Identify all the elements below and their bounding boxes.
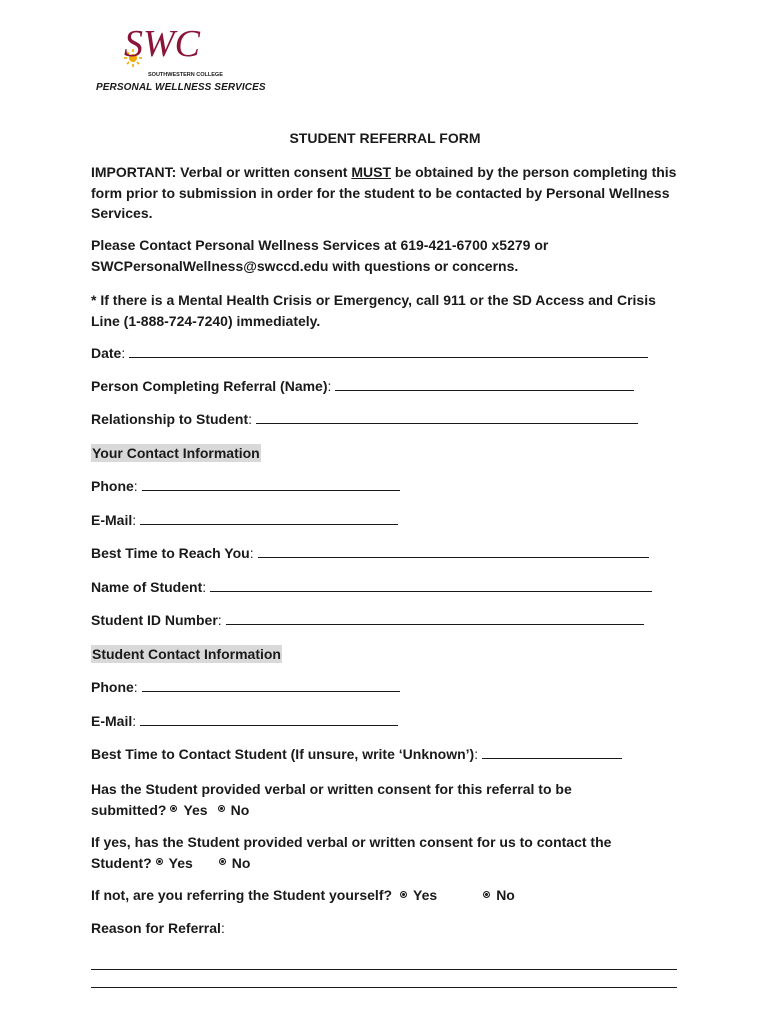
- form-title: STUDENT REFERRAL FORM: [289, 130, 481, 146]
- radio-icon[interactable]: [219, 858, 226, 865]
- consent-referral-question: Has the Student provided verbal or written consent for this referral to be submitted? Yes No: [91, 781, 572, 818]
- consent-contact-question: If yes, has the Student provided verbal or written consent for us to contact the Student? Yes No: [91, 834, 612, 871]
- important-note: IMPORTANT: Verbal or written consent MUST be obtained by the person completing this form prior to submission in order for the student to be contacted by Personal Wellness Services.: [91, 164, 677, 221]
- svg-text:SOUTHWESTERN COLLEGE: SOUTHWESTERN COLLEGE: [148, 72, 223, 78]
- radio-icon[interactable]: [156, 858, 163, 865]
- your-contact-heading: Your Contact Information: [92, 445, 260, 461]
- svg-text:SWC: SWC: [124, 23, 200, 65]
- crisis-note: * If there is a Mental Health Crisis or Emergency, call 911 or the SD Access and Crisis Line (1-888-724-7240) immediately.: [91, 292, 656, 329]
- radio-icon[interactable]: [483, 891, 490, 898]
- date-field[interactable]: Date:: [91, 345, 648, 361]
- phone-field[interactable]: Phone:: [91, 478, 400, 494]
- department-name: PERSONAL WELLNESS SERVICES: [96, 82, 266, 93]
- reason-label: Reason for Referral:: [91, 920, 225, 936]
- student-name-field[interactable]: Name of Student:: [91, 579, 652, 595]
- email-field[interactable]: E-Mail:: [91, 512, 398, 528]
- reason-line[interactable]: [91, 987, 677, 988]
- best-time-student-field[interactable]: Best Time to Contact Student (If unsure, write ‘Unknown’):: [91, 746, 622, 762]
- swc-logo: [118, 16, 248, 80]
- student-email-field[interactable]: E-Mail:: [91, 713, 398, 729]
- radio-icon[interactable]: [170, 805, 177, 812]
- radio-icon[interactable]: [218, 805, 225, 812]
- student-contact-heading: Student Contact Information: [92, 646, 281, 662]
- relationship-field[interactable]: Relationship to Student:: [91, 411, 638, 427]
- contact-note: Please Contact Personal Wellness Services at 619-421-6700 x5279 or SWCPersonalWellness@swccd.edu with questions or concerns.: [91, 237, 549, 274]
- reason-line[interactable]: [91, 969, 677, 970]
- radio-icon[interactable]: [400, 891, 407, 898]
- self-referral-question: If not, are you referring the Student yourself? Yes No: [91, 887, 515, 903]
- student-phone-field[interactable]: Phone:: [91, 679, 400, 695]
- student-id-field[interactable]: Student ID Number:: [91, 612, 644, 628]
- best-time-field[interactable]: Best Time to Reach You:: [91, 545, 649, 561]
- person-name-field[interactable]: Person Completing Referral (Name):: [91, 378, 634, 394]
